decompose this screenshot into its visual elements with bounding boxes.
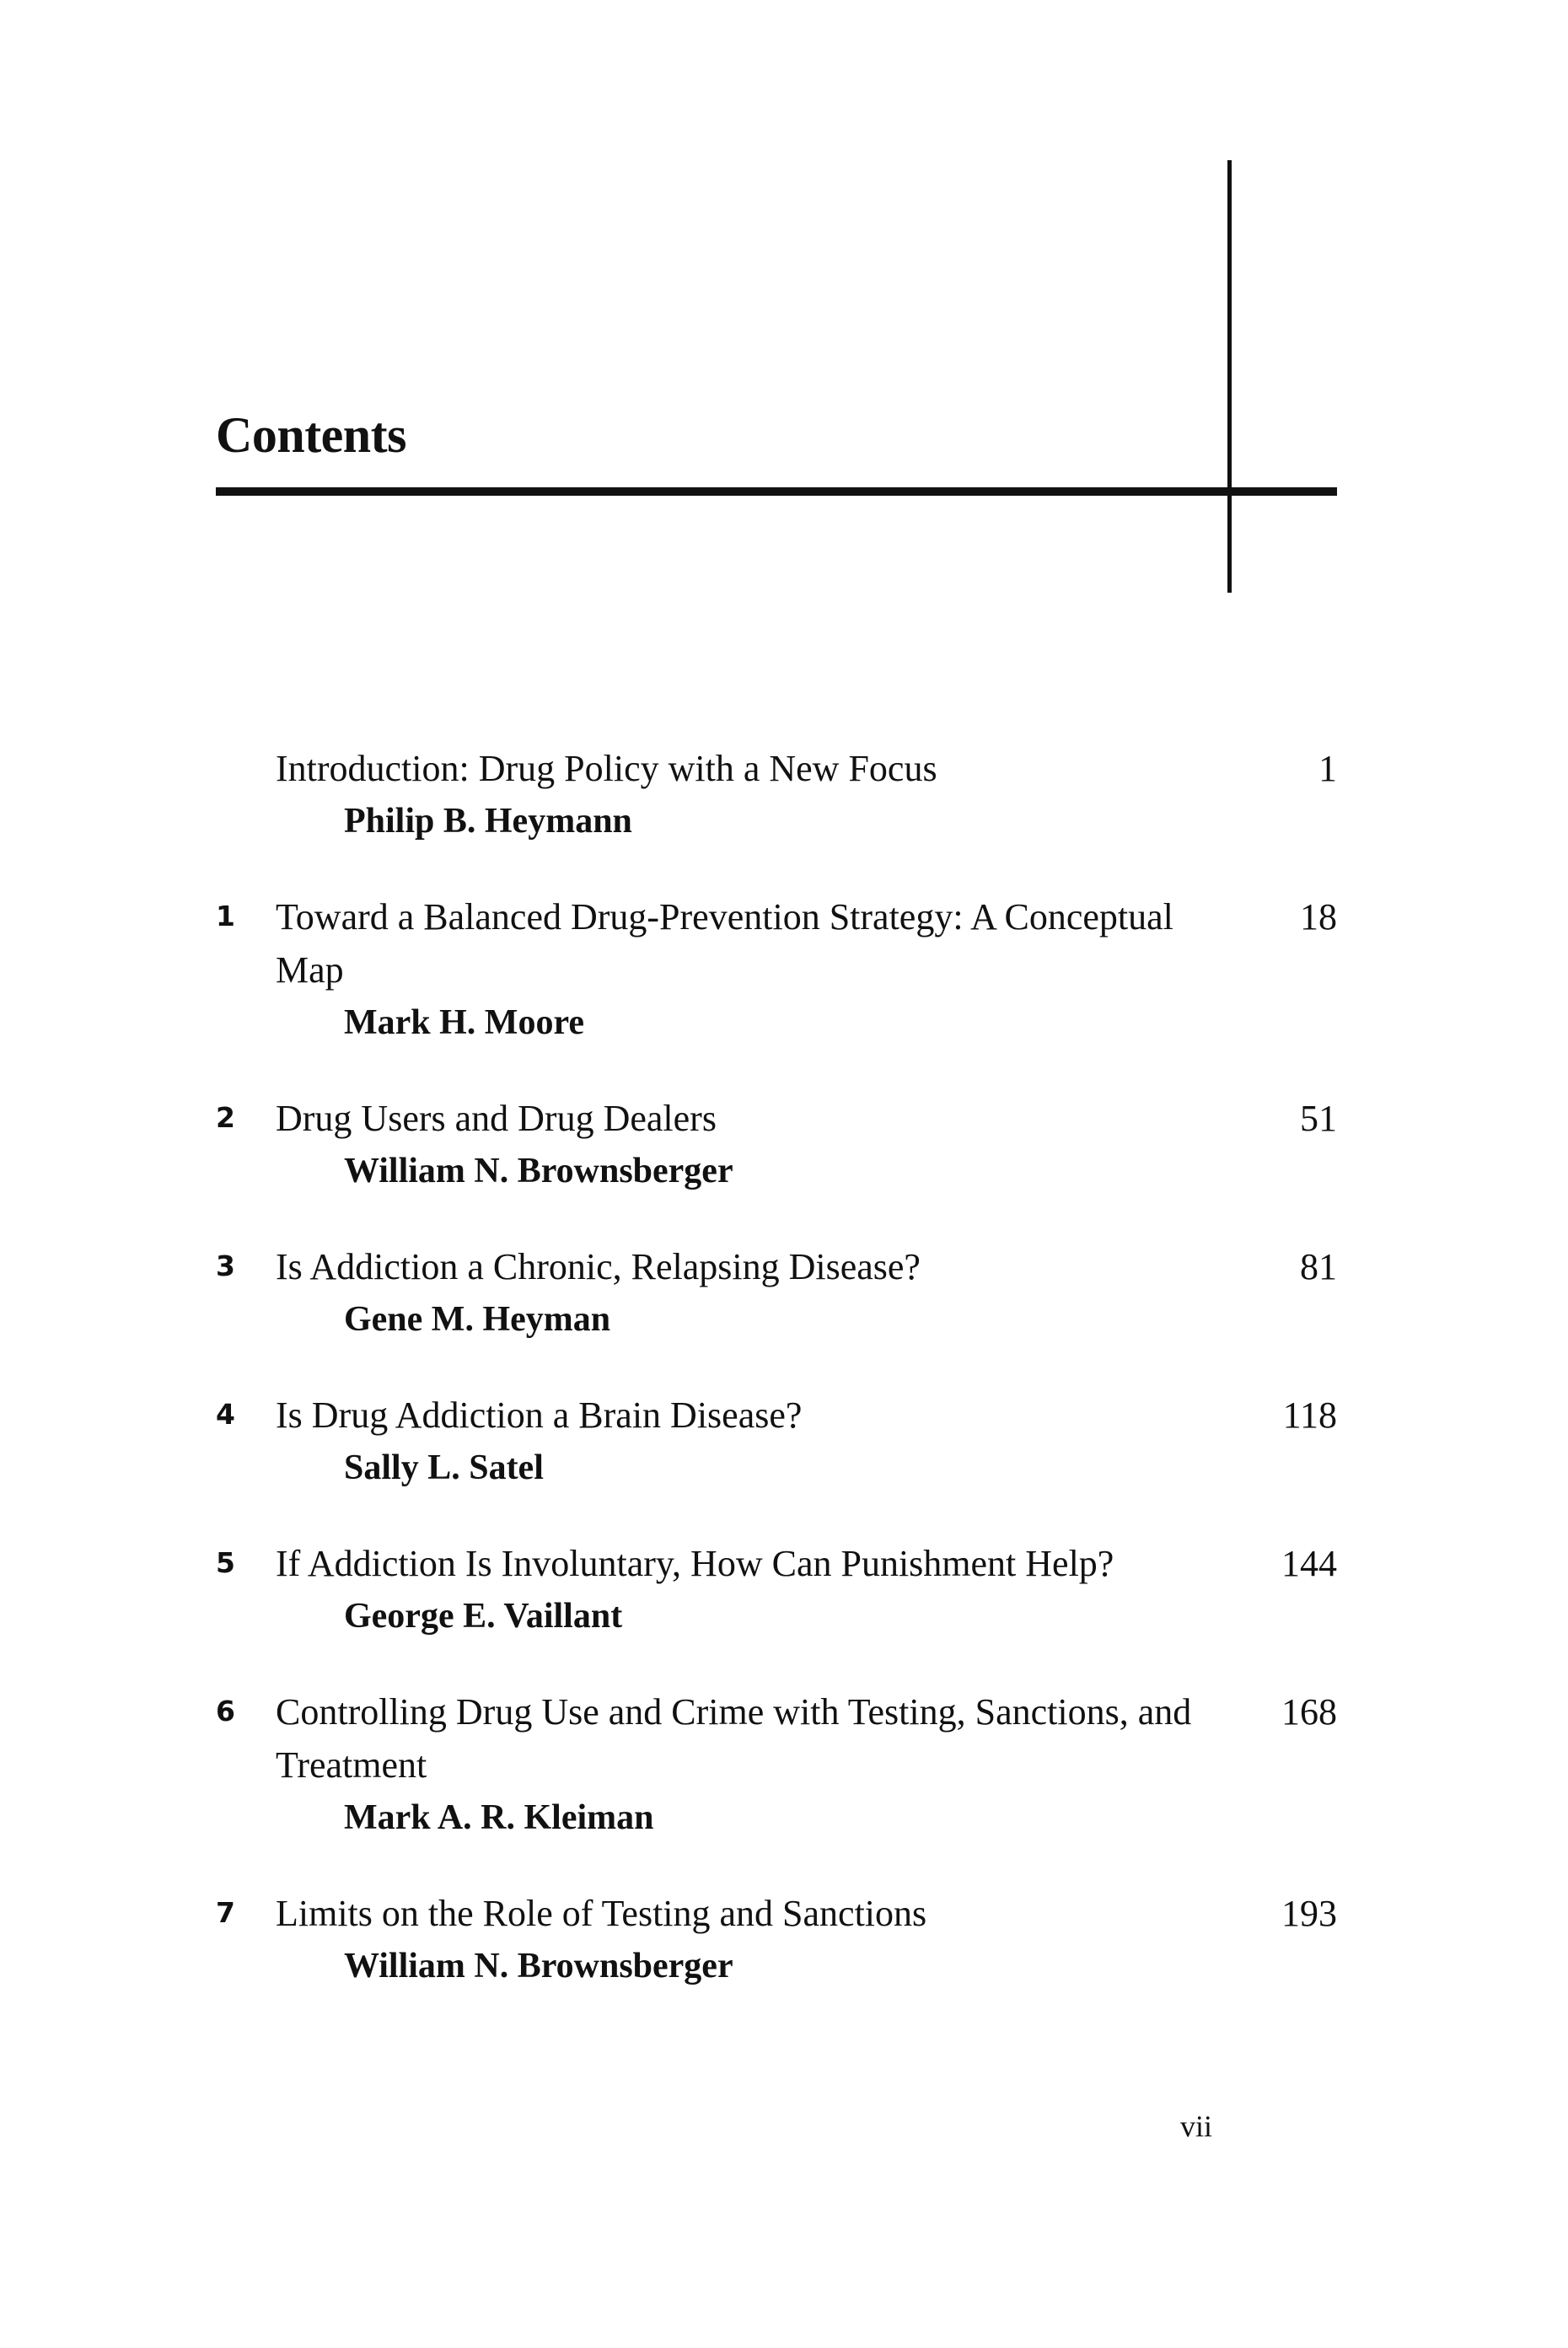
chapter-title: Is Addiction a Chronic, Relapsing Disease? [276,1246,921,1287]
chapter-title: Drug Users and Drug Dealers [276,1098,717,1139]
chapter-title: Toward a Balanced Drug-Prevention Strategy: A Conceptual Map [276,896,1173,991]
chapter-author: Sally L. Satel [344,1448,544,1487]
chapter-title: Controlling Drug Use and Crime with Testing, Sanctions, and Treatment [276,1691,1192,1786]
page-folio: vii [1180,2109,1213,2143]
toc-entry-chapter-3 [216,1240,1337,1346]
toc-entry-chapter-1 [216,890,1337,1050]
table-of-contents [216,742,1337,2035]
chapter-author: Mark A. R. Kleiman [344,1798,654,1837]
page-number: 144 [1281,1543,1337,1584]
chapter-title: If Addiction Is Involuntary, How Can Punishment Help? [276,1543,1114,1584]
chapter-author: George E. Vaillant [344,1597,623,1636]
toc-entry-introduction [216,742,1337,848]
chapter-title: Is Drug Addiction a Brain Disease? [276,1394,803,1436]
chapter-number: 3 [216,1249,235,1282]
chapter-author: William N. Brownsberger [344,1152,733,1190]
chapter-author: Mark H. Moore [344,1003,584,1042]
toc-entry-chapter-7 [216,1887,1337,1993]
chapter-number: 4 [216,1398,235,1431]
toc-entry-chapter-5 [216,1537,1337,1643]
vertical-rule [1227,160,1232,593]
page-number: 18 [1300,896,1337,938]
chapter-number: 2 [216,1101,235,1134]
chapter-author: Philip B. Heymann [344,802,632,841]
chapter-number: 1 [216,900,235,932]
page-number: 51 [1300,1098,1337,1139]
page-title: Contents [216,407,407,463]
page-number: 118 [1282,1394,1337,1436]
chapter-title: Limits on the Role of Testing and Sanctions [276,1893,927,1934]
page-number: 168 [1281,1691,1337,1733]
chapter-number: 6 [216,1695,235,1727]
page-number: 1 [1318,748,1337,789]
chapter-author: William N. Brownsberger [344,1947,733,1985]
page-number: 81 [1300,1246,1337,1287]
chapter-author: Gene M. Heyman [344,1300,611,1339]
chapter-number: 7 [216,1896,235,1929]
toc-entry-chapter-6 [216,1685,1337,1845]
chapter-title: Introduction: Drug Policy with a New Focus [276,748,937,789]
page-number: 193 [1281,1893,1337,1934]
title-rule [216,487,1337,496]
chapter-number: 5 [216,1546,235,1579]
toc-entry-chapter-4 [216,1389,1337,1495]
toc-entry-chapter-2 [216,1092,1337,1198]
